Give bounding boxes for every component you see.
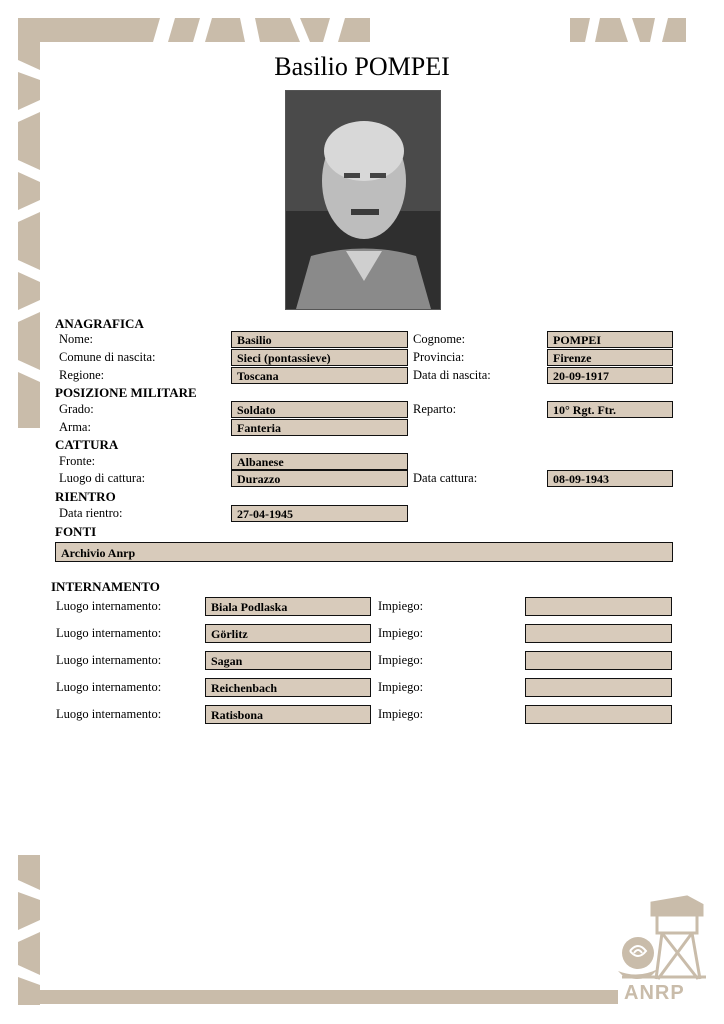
section-cattura: CATTURA: [55, 437, 119, 452]
field-arma: Fanteria: [231, 419, 408, 436]
field-reparto: 10° Rgt. Ftr.: [547, 401, 673, 418]
field-impiego: [525, 651, 672, 670]
field-impiego: [525, 678, 672, 697]
field-cognome: POMPEI: [547, 331, 673, 348]
field-provincia: Firenze: [547, 349, 673, 366]
field-fronte: Albanese: [231, 453, 408, 470]
label-luogo-internamento: Luogo internamento:: [56, 626, 162, 640]
field-regione: Toscana: [231, 367, 408, 384]
label-nome: Nome:: [59, 332, 94, 346]
section-rientro: RIENTRO: [55, 489, 116, 504]
label-luogo-internamento: Luogo internamento:: [56, 653, 162, 667]
section-fonti: FONTI: [55, 524, 97, 539]
label-impiego: Impiego:: [378, 653, 424, 667]
field-data-rientro: 27-04-1945: [231, 505, 408, 522]
field-fonti: Archivio Anrp: [55, 542, 673, 562]
label-fronte: Fronte:: [59, 454, 96, 468]
field-luogo-internamento: Görlitz: [205, 624, 371, 643]
label-cognome: Cognome:: [413, 332, 466, 346]
page-title: Basilio POMPEI: [274, 52, 450, 81]
field-luogo-internamento: Reichenbach: [205, 678, 371, 697]
label-regione: Regione:: [59, 368, 105, 382]
field-impiego: [525, 597, 672, 616]
field-luogo-internamento: Biala Podlaska: [205, 597, 371, 616]
portrait-image: [286, 91, 440, 309]
label-reparto: Reparto:: [413, 402, 457, 416]
label-luogo-internamento: Luogo internamento:: [56, 707, 162, 721]
label-data-nascita: Data di nascita:: [413, 368, 491, 382]
field-grado: Soldato: [231, 401, 408, 418]
portrait-photo: [285, 90, 441, 310]
field-impiego: [525, 705, 672, 724]
label-impiego: Impiego:: [378, 680, 424, 694]
field-impiego: [525, 624, 672, 643]
field-nome: Basilio: [231, 331, 408, 348]
label-data-cattura: Data cattura:: [413, 471, 478, 485]
field-comune: Sieci (pontassieve): [231, 349, 408, 366]
field-data-nascita: 20-09-1917: [547, 367, 673, 384]
section-internamento: INTERNAMENTO: [51, 579, 160, 594]
section-posizione-militare: POSIZIONE MILITARE: [55, 385, 197, 400]
field-luogo-internamento: Ratisbona: [205, 705, 371, 724]
field-data-cattura: 08-09-1943: [547, 470, 673, 487]
label-grado: Grado:: [59, 402, 94, 416]
label-provincia: Provincia:: [413, 350, 465, 364]
label-data-rientro: Data rientro:: [59, 506, 123, 520]
section-anagrafica: ANAGRAFICA: [55, 316, 144, 331]
label-luogo-internamento: Luogo internamento:: [56, 599, 162, 613]
label-impiego: Impiego:: [378, 626, 424, 640]
label-comune: Comune di nascita:: [59, 350, 156, 364]
anrp-logo-text: ANRP: [624, 982, 685, 1004]
label-arma: Arma:: [59, 420, 91, 434]
label-impiego: Impiego:: [378, 707, 424, 721]
field-luogo-cattura: Durazzo: [231, 470, 408, 487]
field-luogo-internamento: Sagan: [205, 651, 371, 670]
rose-watchtower-icon: [612, 893, 708, 983]
label-luogo-internamento: Luogo internamento:: [56, 680, 162, 694]
label-luogo-cattura: Luogo di cattura:: [59, 471, 146, 485]
label-impiego: Impiego:: [378, 599, 424, 613]
